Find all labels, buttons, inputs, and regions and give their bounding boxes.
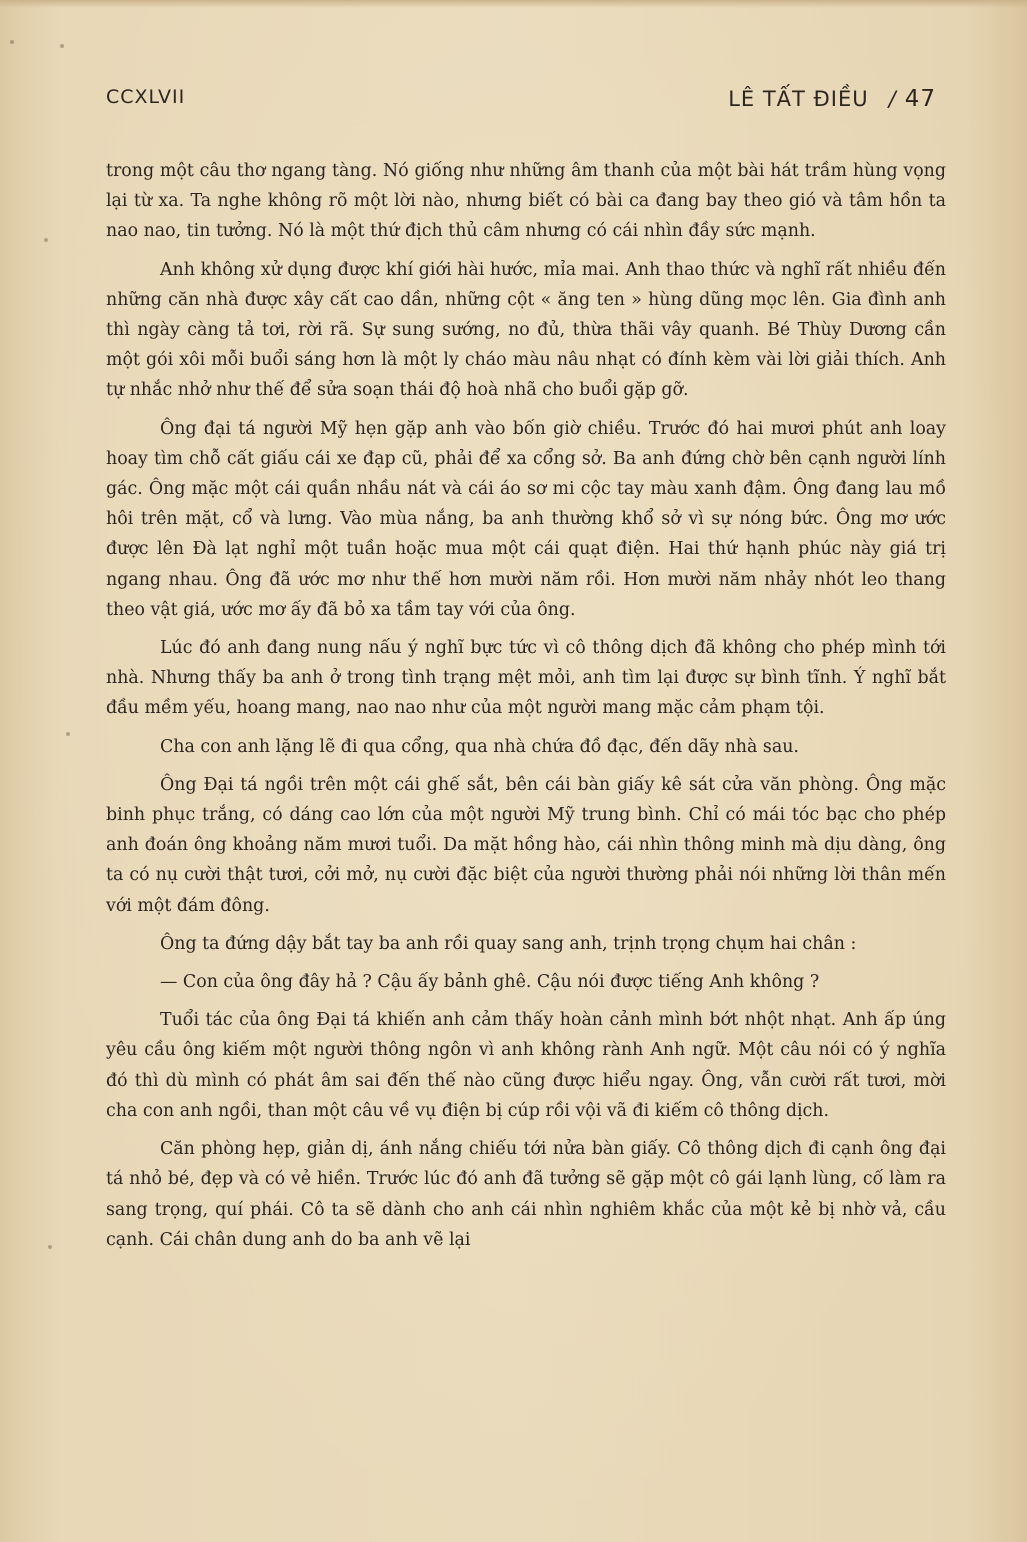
paper-speck [44,238,48,242]
paragraph: Tuổi tác của ông Đại tá khiến anh cảm thấy hoàn cảnh mình bớt nhột nhạt. Anh ấp úng yêu cầu ông kiếm một người thông ngôn vì anh không rành Anh ngữ. Một câu nói có ý nghĩa đó thì dù mình có phát âm sai đến thế nào cũng được hiểu ngay. Ông, vẫn cười rất tươi, mời cha con anh ngồi, than một câu về vụ điện bị cúp rồi vội vã đi kiếm cô thông dịch. [106,1010,946,1121]
paragraph: Cha con anh lặng lẽ đi qua cổng, qua nhà chứa đồ đạc, đến dãy nhà sau. [160,736,799,757]
paragraph: trong một câu thơ ngang tàng. Nó giống như những âm thanh của một bài hát trầm hùng vọng lại từ xa. Ta nghe không rõ một lời nào, nhưng biết có bài ca đang bay theo gió và tâm hồn ta nao nao, tin tưởng. Nó là một thứ địch thủ câm nhưng có cái nhìn đầy sức mạnh. [106,161,946,242]
paper-speck [60,44,64,48]
paper-speck [48,1245,52,1249]
dialogue-line: — Con của ông đây hả ? Cậu ấy bảnh ghê. Cậu nói được tiếng Anh không ? [160,972,820,993]
running-title [728,86,936,112]
paper-speck [66,732,70,736]
body-text [106,156,946,1263]
paragraph: Anh không xử dụng được khí giới hài hước, mỉa mai. Anh thao thức và nghĩ rất nhiều đến những căn nhà được xây cất cao dần, những cột « ăng ten » hùng dũng mọc lên. Gia đình anh thì ngày càng tả tơi, rời rã. Sự sung sướng, no đủ, thừa thãi vây quanh. Bé Thùy Dương cần một gói xôi mỗi buổi sáng hơn là một ly cháo màu nâu nhạt có đính kèm vài lời giải thích. Anh tự nhắc nhở như thế để sửa soạn thái độ hoà nhã cho buổi gặp gỡ. [106,259,946,401]
paragraph: Ông Đại tá ngồi trên một cái ghế sắt, bên cái bàn giấy kê sát cửa văn phòng. Ông mặc binh phục trắng, có dáng cao lớn của một người Mỹ trung bình. Chỉ có mái tóc bạc cho phép anh đoán ông khoảng năm mươi tuổi. Da mặt hồng hào, cái nhìn thông minh mà dịu dàng, ông ta có nụ cười thật tươi, cởi mở, nụ cười đặc biệt của người thường phải nói những lời thân mến với một đám đông. [106,774,946,916]
page-number: 47 [904,86,936,112]
paragraph: Ông đại tá người Mỹ hẹn gặp anh vào bốn giờ chiều. Trước đó hai mươi phút anh loay hoay tìm chỗ cất giấu cái xe đạp cũ, phải để xa cổng sở. Ba anh đứng chờ bên cạnh người lính gác. Ông mặc một cái quần nhầu nát và cái áo sơ mi cộc tay màu xanh đậm. Ông đang lau mồ hôi trên mặt, cổ và lưng. Vào mùa nắng, ba anh thường khổ sở vì sự nóng bức. Ông mơ ước được lên Đà lạt nghỉ một tuần hoặc mua một cái quạt điện. Hai thứ hạnh phúc này giá trị ngang nhau. Ông đã ước mơ như thế hơn mười năm rồi. Hơn mười năm nhảy nhót leo thang theo vật giá, ước mơ ấy đã bỏ xa tầm tay với của ông. [106,418,946,620]
paragraph: Căn phòng hẹp, giản dị, ánh nắng chiếu tới nửa bàn giấy. Cô thông dịch đi cạnh ông đại tá nhỏ bé, đẹp và có vẻ hiền. Trước lúc đó anh đã tưởng sẽ gặp một cô gái lạnh lùng, cố làm ra sang trọng, quí phái. Cô ta sẽ dành cho anh cái nhìn nghiêm khắc của một kẻ bị nhờ vả, cầu cạnh. Cái chân dung anh do ba anh vẽ lại [106,1139,946,1250]
paragraph: Lúc đó anh đang nung nấu ý nghĩ bực tức vì cô thông dịch đã không cho phép mình tới nhà. Nhưng thấy ba anh ở trong tình trạng mệt mỏi, anh tìm lại được sự bình tĩnh. Ý nghĩ bắt đầu mềm yếu, hoang mang, nao nao như của một người mang mặc cảm phạm tội. [106,638,946,719]
folio-numeral: CCXLVII [106,86,186,108]
page-top-edge [0,0,1027,8]
paragraph: Ông ta đứng dậy bắt tay ba anh rồi quay sang anh, trịnh trọng chụm hai chân : [160,933,857,954]
header-separator: / [888,87,897,111]
author-name: LÊ TẤT ĐIỀU [728,87,869,111]
page-header [106,86,936,122]
paper-speck [10,40,14,44]
